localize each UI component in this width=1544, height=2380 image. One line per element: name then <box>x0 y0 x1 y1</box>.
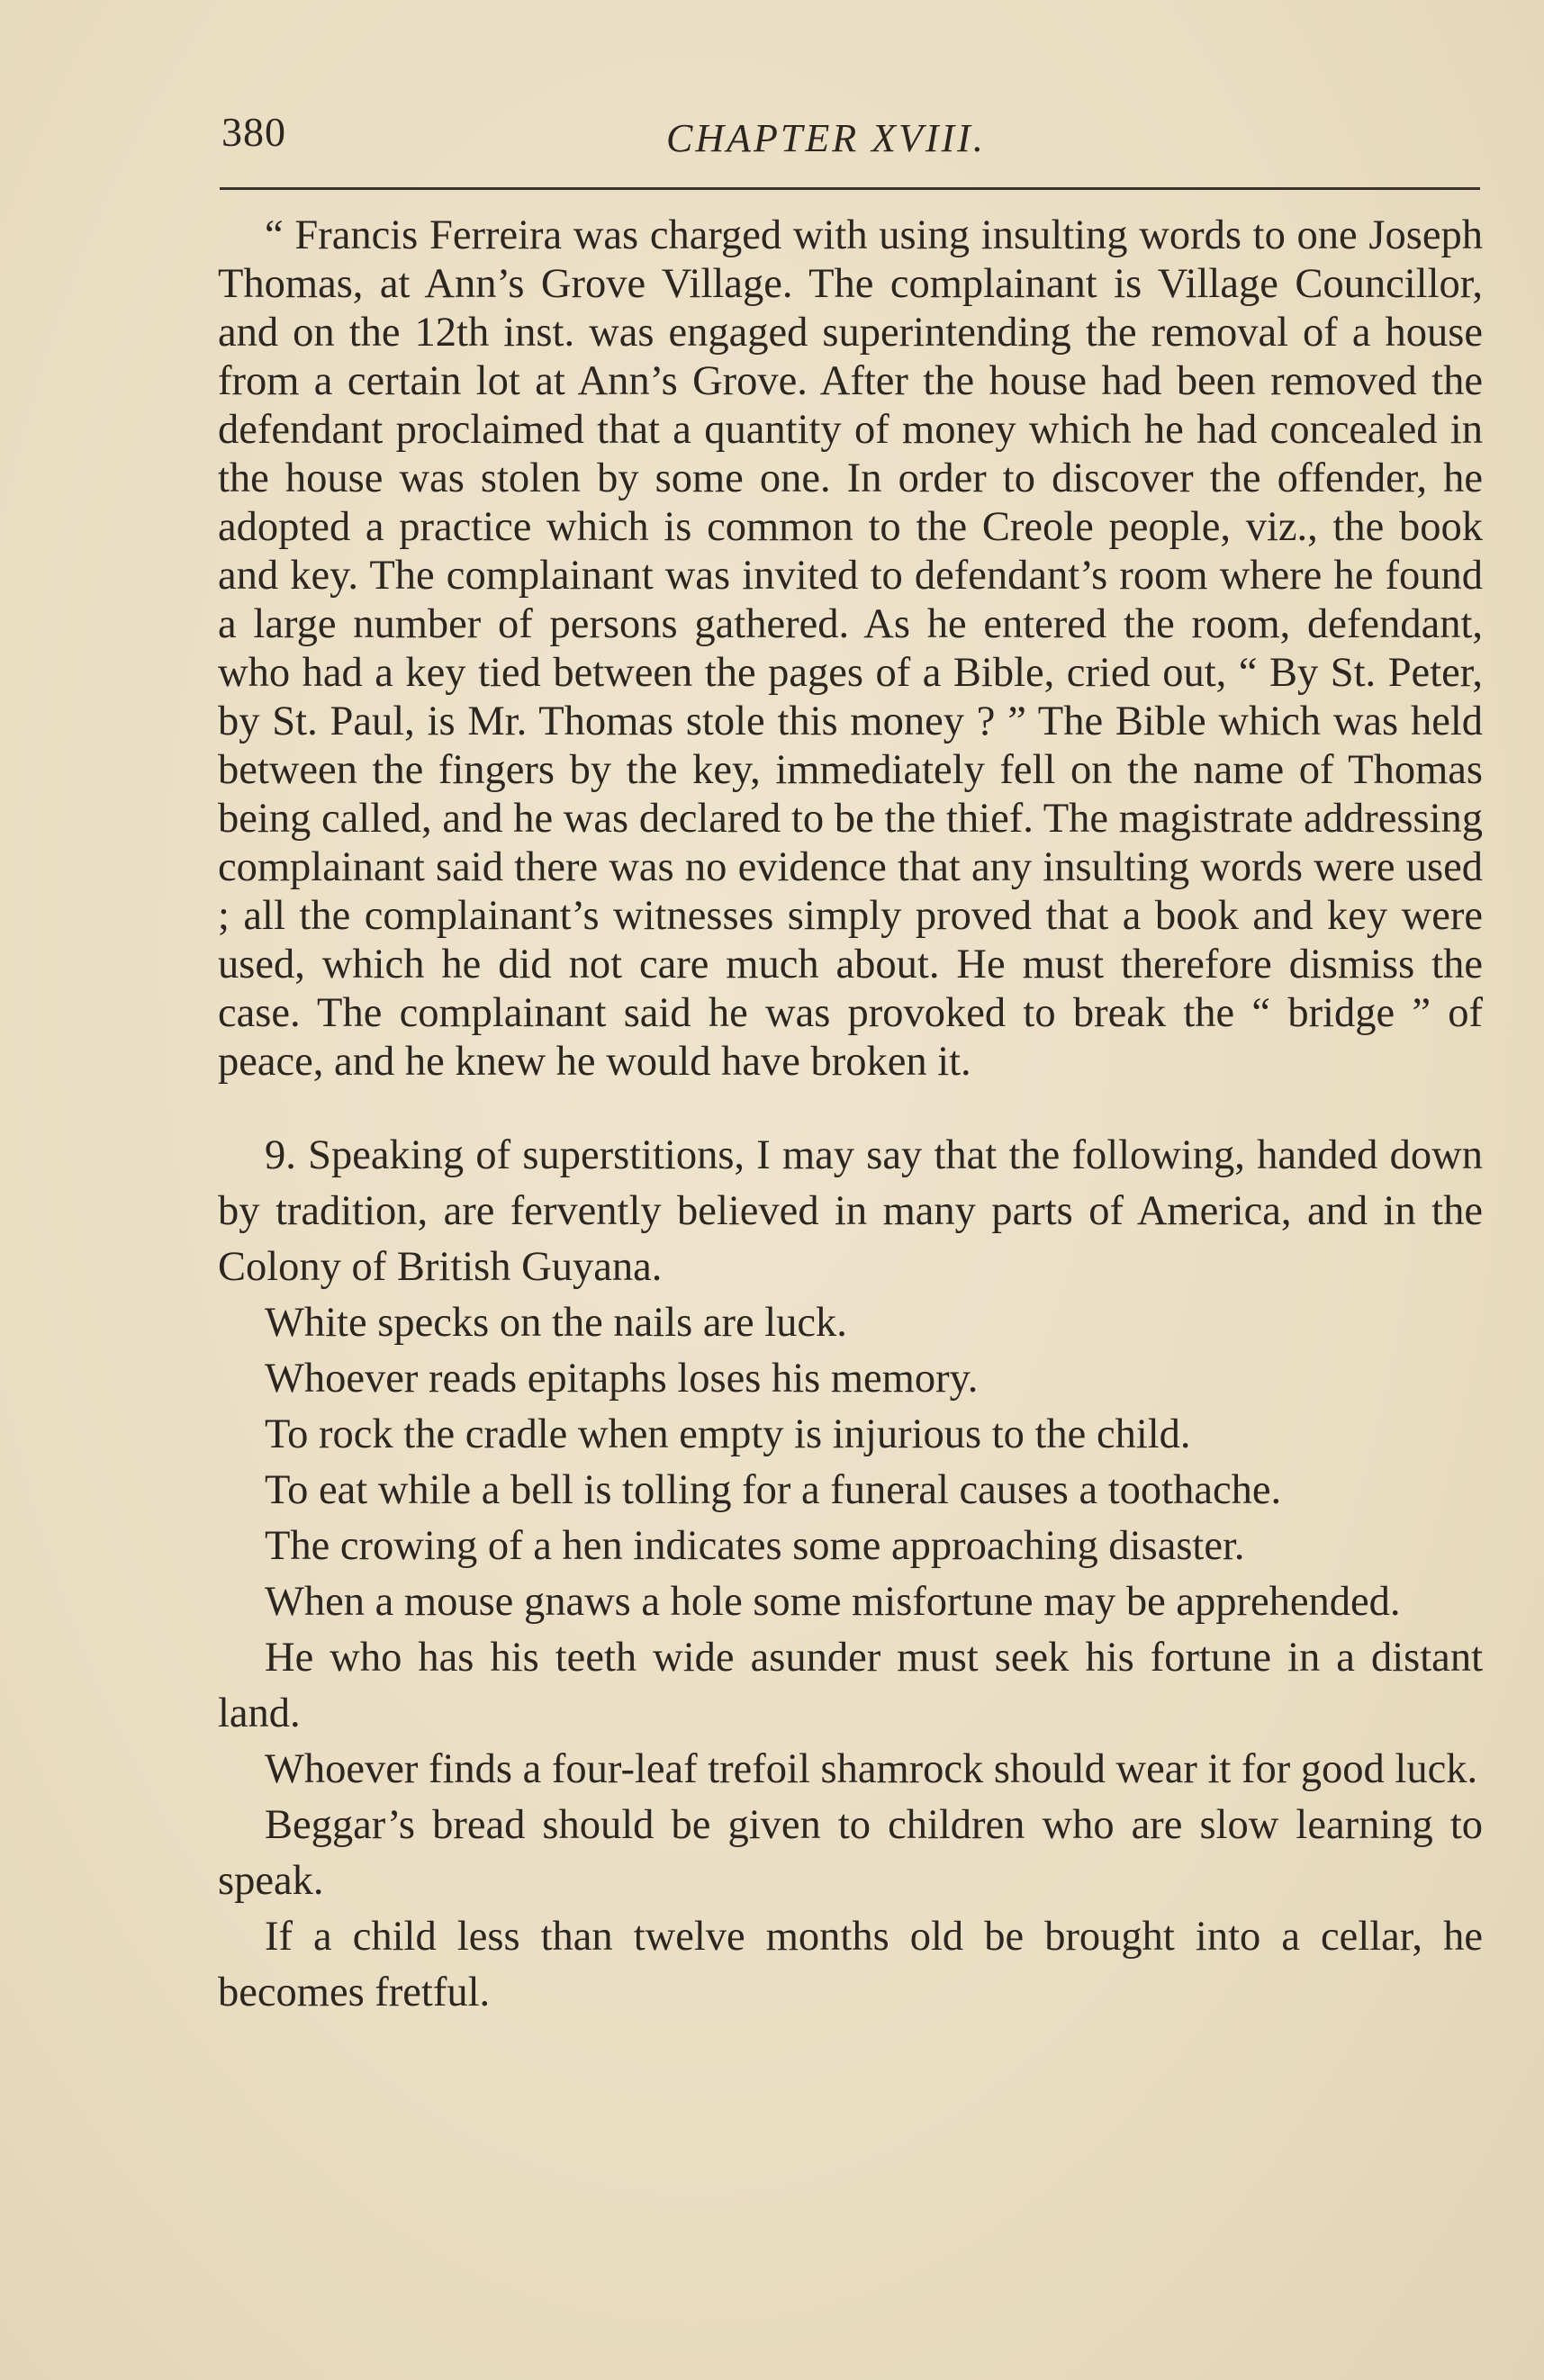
page-number: 380 <box>221 109 286 155</box>
superstition-item: When a mouse gnaws a hole some misfortune may be apprehended. <box>265 1579 1401 1625</box>
quoted-report-paragraph: “ Francis Ferreira was charged with using insulting words to one Joseph Thomas, at Ann’s Grove Village. The complainant is Village Councillor, and on the 12th inst. was engaged superintending the removal of a house from a certain lot at Ann’s Grove. After the house had been removed the defendant proclaimed that a quantity of money which he had concealed in the house was stolen by some one. In order to discover the offender, he adopted a practice which is common to the Creole people, viz., the book and key. The complainant was invited to defendant’s room where he found a large number of persons gathered. As he entered the room, defendant, who had a key tied between the pages of a Bible, cried out, “ By St. Peter, by St. Paul, is Mr. Thomas stole this money ? ” The Bible which was held between the fingers by the key, immediately fell on the name of Thomas being called, and he was declared to be the thief. The magistrate addressing complainant said there was no evidence that any insulting words were used ; all the complainant’s witnesses simply proved that a book and key were used, which he did not care much about. He must therefore dismiss the case. The complainant said he was provoked to break the “ bridge ” of peace, and he knew he would have broken it. <box>218 212 1483 1085</box>
header-rule <box>220 187 1480 190</box>
superstition-item: Whoever finds a four-leaf trefoil shamrock should wear it for good luck. <box>265 1746 1478 1792</box>
superstition-item: He who has his teeth wide asunder must seek his fortune in a distant land. <box>218 1635 1483 1736</box>
section-intro-paragraph: 9. Speaking of superstitions, I may say that the following, handed down by tradition, are fervently believed in many parts of America, and in the Colony of British Guyana. <box>218 1132 1483 1290</box>
superstition-item: The crowing of a hen indicates some approaching disaster. <box>265 1523 1245 1569</box>
superstition-item: White specks on the nails are luck. <box>265 1300 847 1346</box>
running-head: CHAPTER XVIII. <box>666 116 986 160</box>
page-body <box>218 212 1483 2021</box>
superstition-item: If a child less than twelve months old be brought into a cellar, he becomes fretful. <box>218 1914 1483 2015</box>
superstition-item: Whoever reads epitaphs loses his memory. <box>265 1356 979 1402</box>
superstition-item: To rock the cradle when empty is injurious to the child. <box>265 1411 1191 1457</box>
superstitions-section <box>218 1128 1483 2021</box>
superstition-item: To eat while a bell is tolling for a funeral causes a toothache. <box>265 1467 1282 1513</box>
page-header <box>216 108 1476 171</box>
superstition-item: Beggar’s bread should be given to children who are slow learning to speak. <box>218 1802 1483 1904</box>
